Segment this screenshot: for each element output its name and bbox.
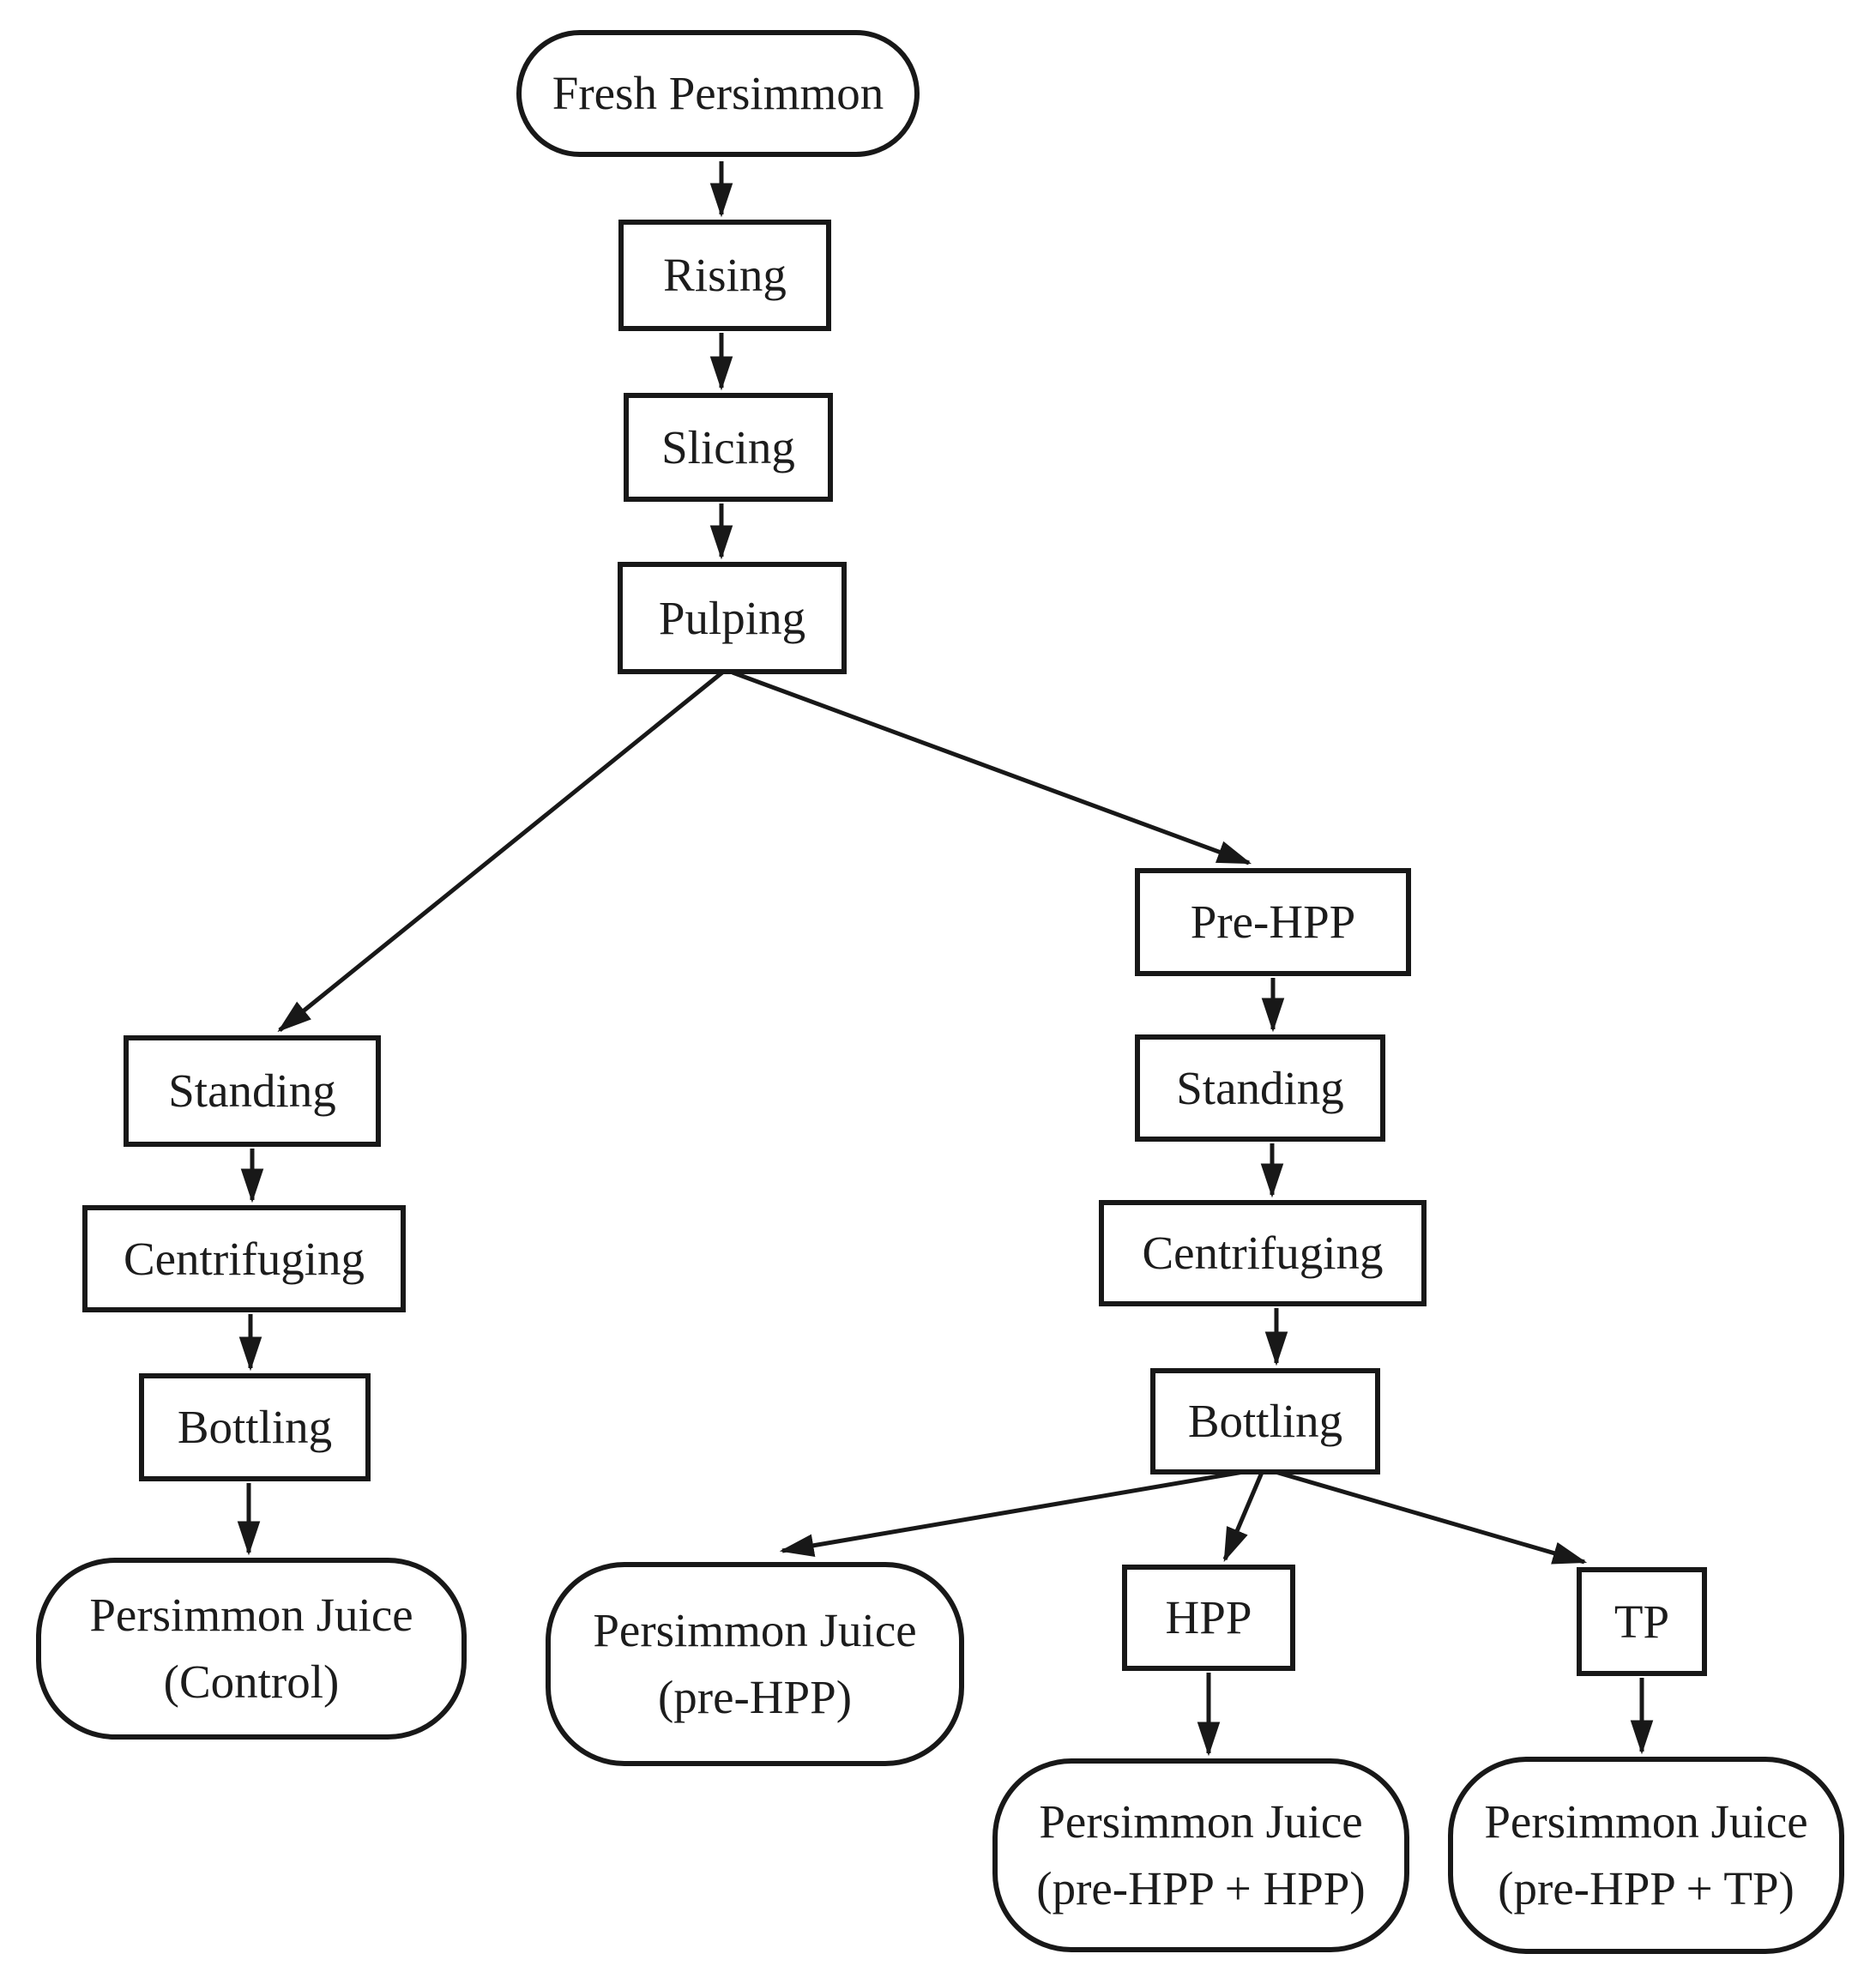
node-standing-left xyxy=(124,1035,381,1147)
edge-bottling-right-juice-pre-hpp xyxy=(782,1468,1264,1551)
node-bottling-right-label: Bottling xyxy=(1187,1395,1343,1447)
node-centrifuging-left-label: Centrifuging xyxy=(123,1232,365,1285)
edge-pulping-standing-left xyxy=(280,672,722,1030)
node-centrifuging-right-label: Centrifuging xyxy=(1142,1227,1384,1279)
node-pulping-label: Pulping xyxy=(658,591,806,644)
node-centrifuging-left xyxy=(82,1205,406,1312)
node-juice-control-line1: Persimmon Juice xyxy=(89,1589,413,1641)
edge-bottling-right-hpp xyxy=(1225,1468,1264,1559)
node-juice-pre-hpp-hpp xyxy=(992,1758,1409,1952)
node-centrifuging-right xyxy=(1099,1200,1427,1306)
node-pre-hpp-label: Pre-HPP xyxy=(1190,896,1356,948)
node-juice-control xyxy=(36,1558,467,1740)
node-tp xyxy=(1577,1567,1707,1676)
node-pre-hpp xyxy=(1135,868,1411,976)
node-juice-control-line2: (Control) xyxy=(163,1655,340,1708)
node-rising xyxy=(618,220,831,331)
node-juice-pre-hpp-line1: Persimmon Juice xyxy=(593,1604,917,1656)
node-standing-right-label: Standing xyxy=(1176,1061,1344,1114)
node-standing-right xyxy=(1135,1034,1385,1142)
node-juice-pre-hpp-tp-line2: (pre-HPP + TP) xyxy=(1498,1862,1795,1915)
node-juice-pre-hpp xyxy=(546,1562,964,1766)
node-juice-pre-hpp-tp xyxy=(1448,1757,1844,1954)
node-slicing-label: Slicing xyxy=(661,420,795,473)
node-slicing xyxy=(624,393,833,502)
node-juice-pre-hpp-hpp-line2: (pre-HPP + HPP) xyxy=(1036,1862,1366,1915)
node-bottling-left xyxy=(139,1373,371,1481)
node-hpp xyxy=(1122,1565,1295,1671)
node-bottling-right xyxy=(1150,1368,1380,1474)
node-bottling-left-label: Bottling xyxy=(177,1401,333,1453)
node-rising-label: Rising xyxy=(663,249,787,301)
node-juice-pre-hpp-hpp-line1: Persimmon Juice xyxy=(1039,1795,1363,1848)
edge-bottling-right-tp xyxy=(1264,1468,1584,1562)
node-juice-pre-hpp-line2: (pre-HPP) xyxy=(657,1671,853,1723)
node-hpp-label: HPP xyxy=(1165,1591,1252,1643)
node-tp-label: TP xyxy=(1614,1595,1670,1648)
node-fresh-persimmon-label: Fresh Persimmon xyxy=(552,67,884,119)
node-pulping xyxy=(618,562,847,674)
edge-pulping-pre-hpp xyxy=(733,672,1249,863)
node-juice-pre-hpp-tp-line1: Persimmon Juice xyxy=(1484,1795,1808,1848)
node-fresh-persimmon xyxy=(516,30,920,157)
node-standing-left-label: Standing xyxy=(168,1064,336,1117)
